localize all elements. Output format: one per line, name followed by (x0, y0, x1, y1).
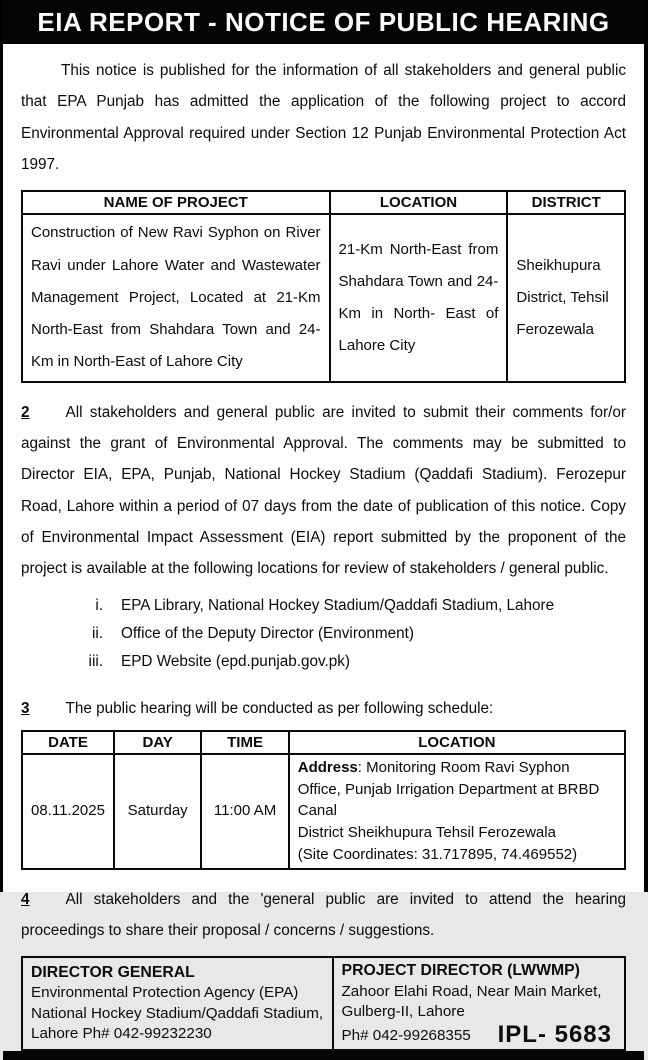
project-director-cell (333, 957, 625, 1049)
project-table-header-location: LOCATION (330, 191, 508, 214)
project-location-cell: 21-Km North-East from Shahdara Town and 24-Km in North- East of Lahore City (330, 214, 508, 381)
project-director-phone: Ph# 042-99268355 (341, 1027, 471, 1045)
project-director-title: PROJECT DIRECTOR (LWWMP) (341, 962, 580, 980)
notice-title: EIA REPORT - NOTICE OF PUBLIC HEARING (37, 6, 610, 37)
project-table-row (22, 214, 625, 381)
notice-content (3, 44, 644, 1051)
project-director-lastline (341, 1020, 616, 1048)
director-general-title: DIRECTOR GENERAL (31, 964, 195, 982)
project-name-cell: Construction of New Ravi Syphon on River Ravi under Lahore Water and Wastewater Management Project, Located at 21-Km North-East from Shahdara Town and 24-Km in North-East of Lahore City (22, 214, 330, 381)
project-district-cell: Sheikhupura District, Tehsil Ferozewala (507, 214, 625, 381)
director-general-address: Environmental Protection Agency (EPA) National Hockey Stadium/Qaddafi Stadium, Lahore Ph# 042-99232230 (31, 984, 324, 1043)
ipl-number: IPL- 5683 (497, 1020, 612, 1048)
schedule-address-line-3: (Site Coordinates: 31.717895, 74.469552) (297, 845, 578, 863)
signature-table (21, 956, 626, 1050)
intro-paragraph: This notice is published for the information of all stakeholders and general public that EPA Punjab has admitted the application of the following project to accord Environmental Approval required under Section 12 Punjab Environmental Protection Act 1997. (21, 62, 626, 174)
address-rest: : Monitoring Room Ravi Syphon Office, Punjab Irrigation Department at BRBD Canal (297, 758, 600, 820)
signature-row (22, 957, 625, 1049)
schedule-header-location: LOCATION (289, 731, 625, 754)
schedule-table-row (22, 754, 625, 869)
paragraph-3-number: 3 (21, 699, 30, 717)
list-item-marker: ii. (91, 624, 103, 642)
notice-title-bar (3, 0, 644, 44)
schedule-day-cell: Saturday (114, 754, 201, 869)
paragraph-2-text: All stakeholders and general public are invited to submit their comments for/or against the grant of Environmental Approval. The comments may be submitted to Director EIA, EPA, Punjab, National Hockey Stadium (Qaddafi Stadium). Ferozepur Road, Lahore within a period of 07 days from the date of publication of this notice. Copy of Environmental Impact Assessment (EIA) report submitted by the proponent of the project is available at the following locations for review of stakeholders / general public. (21, 403, 626, 578)
schedule-table-header-row (22, 731, 625, 754)
schedule-header-day: DAY (114, 731, 201, 754)
paragraph-4 (21, 884, 626, 947)
paragraph-2-number: 2 (21, 403, 30, 421)
list-item-marker: i. (95, 596, 103, 614)
paragraph-4-number: 4 (21, 890, 30, 908)
list-item-marker: iii. (88, 653, 103, 671)
project-table-header-name: NAME OF PROJECT (22, 191, 330, 214)
project-table (21, 190, 626, 382)
paragraph-2 (21, 397, 626, 585)
address-label: Address (297, 758, 358, 776)
schedule-location-cell (289, 754, 625, 869)
paragraph-4-text: All stakeholders and the 'general public are invited to attend the hearing proceedings to share their proposal / concerns / suggestions. (21, 890, 626, 940)
page-bottom-border (3, 1051, 644, 1060)
schedule-header-time: TIME (201, 731, 288, 754)
list-item-text: EPA Library, National Hockey Stadium/Qaddafi Stadium, Lahore (121, 596, 555, 614)
paragraph-3 (21, 693, 626, 724)
schedule-table (21, 730, 626, 870)
schedule-time-cell: 11:00 AM (201, 754, 288, 869)
review-locations-list (21, 592, 626, 677)
list-item-text: EPD Website (epd.punjab.gov.pk) (121, 653, 351, 671)
schedule-header-date: DATE (22, 731, 114, 754)
director-general-cell (22, 957, 333, 1049)
list-item (21, 648, 626, 676)
list-item (21, 620, 626, 648)
project-director-address: Zahoor Elahi Road, Near Main Market, Gulberg-II, Lahore (341, 982, 602, 1021)
project-table-header-row (22, 191, 625, 214)
schedule-address-line-1 (298, 757, 616, 822)
paragraph-3-text: The public hearing will be conducted as per following schedule: (65, 699, 494, 717)
list-item-text: Office of the Deputy Director (Environment) (121, 624, 415, 642)
schedule-date-cell: 08.11.2025 (22, 754, 114, 869)
schedule-address-line-2: District Sheikhupura Tehsil Ferozewala (297, 824, 556, 842)
list-item (21, 592, 626, 620)
project-table-header-district: DISTRICT (507, 191, 625, 214)
